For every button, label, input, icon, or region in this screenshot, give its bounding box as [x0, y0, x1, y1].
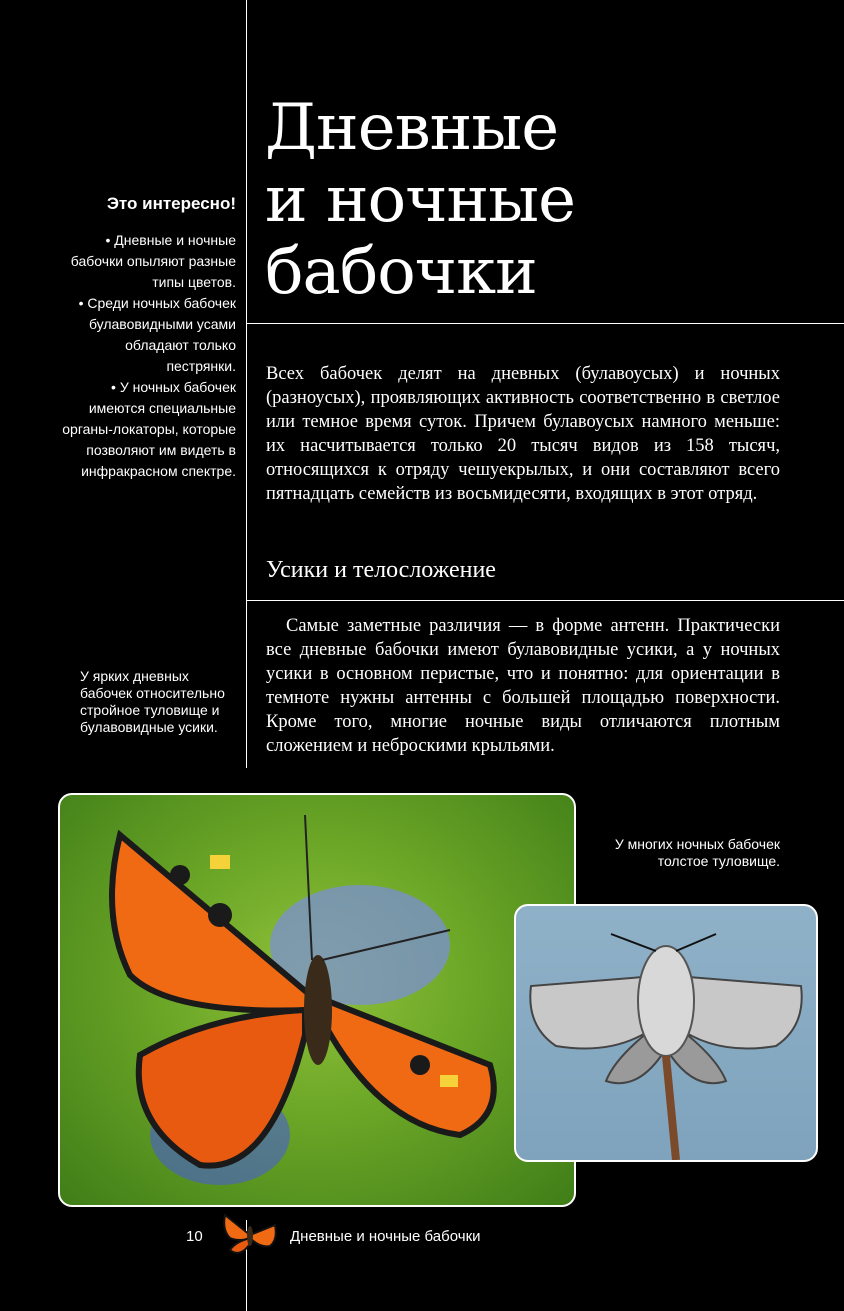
butterfly-icon	[220, 1210, 280, 1265]
moth-image	[516, 906, 816, 1160]
caption-day-butterfly: У ярких дневных бабочек относительно стройное туловище и булавовидные усики.	[80, 668, 225, 735]
day-butterfly-photo	[58, 793, 576, 1207]
body-paragraph: Самые заметные различия — в форме антенн. Практически все дневные бабочки имеют булавовидные усики, а у ночных усики в основном перистые, что и понятно: для ориентации в темноте нужны антенны с большей площадью поверхности. Кроме того, многие ночные виды отличаются плотным сложением и неброскими крыльями.	[266, 616, 780, 756]
tortoiseshell-butterfly-image	[60, 795, 574, 1205]
sidebar-fact: • Дневные и ночные бабочки опыляют разные типы цветов.	[70, 232, 236, 290]
sidebar-facts	[60, 230, 236, 482]
page-number: 10	[186, 1228, 203, 1245]
title-line-3: бабочки	[265, 235, 537, 309]
night-moth-photo	[514, 904, 818, 1162]
running-title: Дневные и ночные бабочки	[290, 1228, 481, 1245]
sidebar-fact: • Среди ночных бабочек булавовидными усами обладают только пестрянки.	[78, 295, 236, 374]
intro-paragraph: Всех бабочек делят на дневных (булавоусых) и ночных (разноусых), проявляющих активность соответственно в светлое или темное время суток. Причем булавоусых намного меньше: их насчитывается только 20 тысяч видов из 158 тысяч, относящихся к отряду чешуекрылых, и они составляют всего пятнадцать семейств из восьмидесяти, входящих в этот отряд.	[266, 364, 780, 504]
section-rule	[246, 600, 844, 601]
title-line-1: Дневные	[265, 91, 559, 165]
page-title	[265, 92, 575, 308]
vertical-rule	[246, 0, 247, 768]
title-line-2: и ночные	[265, 163, 575, 237]
sidebar-heading: Это интересно!	[106, 194, 236, 213]
section-heading: Усики и телосложение	[266, 557, 496, 583]
caption-night-moth: У многих ночных бабочек толстое туловище.	[614, 836, 780, 869]
sidebar-fact: • У ночных бабочек имеются специальные органы-локаторы, которые позволяют им видеть в инфракрасном спектре.	[62, 379, 236, 479]
title-rule	[246, 323, 844, 324]
